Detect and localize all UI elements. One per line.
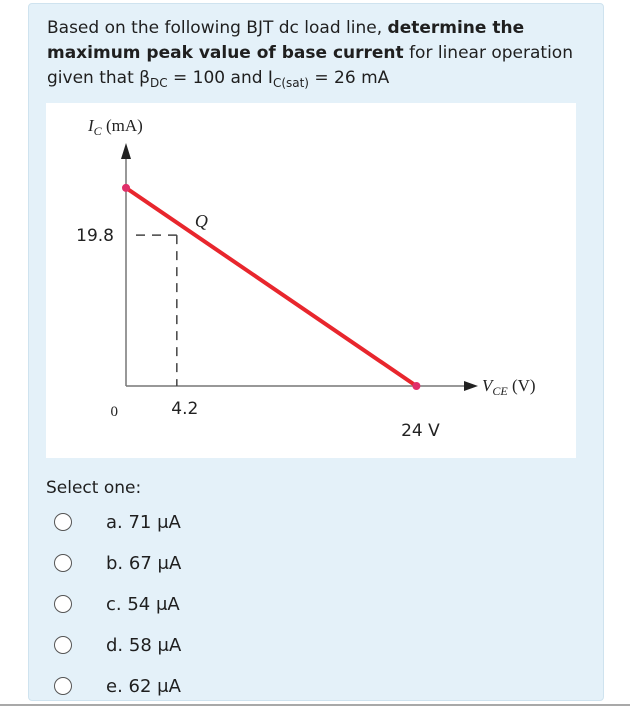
option-label-c: c. 54 μA (106, 593, 180, 615)
option-label-e: e. 62 μA (106, 675, 181, 697)
ic-symbol: I (267, 68, 273, 88)
load-line-figure (46, 103, 576, 458)
x-tick-label-end: 24 V (401, 421, 440, 441)
option-label-b: b. 67 μA (106, 552, 182, 574)
x-axis-arrow (464, 381, 478, 391)
option-d[interactable] (48, 629, 348, 661)
beta-symbol: β (139, 68, 150, 88)
y-axis-arrow (121, 143, 131, 159)
ic-subscript: C(sat) (272, 76, 309, 90)
y-axis-label: $I_C$ (mA) (88, 116, 143, 138)
radio-button-e[interactable] (54, 677, 72, 695)
radio-button-c[interactable] (54, 595, 72, 613)
load-line (126, 188, 416, 386)
option-e[interactable] (48, 670, 348, 702)
radio-button-a[interactable] (54, 513, 72, 531)
origin-label: 0 (110, 404, 118, 420)
page-bottom-divider (0, 704, 630, 706)
saturation-point (122, 184, 130, 192)
option-c[interactable] (48, 588, 348, 620)
radio-button-b[interactable] (54, 554, 72, 572)
radio-button-d[interactable] (54, 636, 72, 654)
option-b[interactable] (48, 547, 348, 579)
beta-value: = 100 and (167, 68, 268, 88)
select-one-label: Select one: (46, 478, 142, 498)
x-axis-label: $V_{CE}$ (V) (482, 376, 536, 398)
load-line-chart (46, 103, 576, 458)
question-text (47, 16, 592, 91)
option-a[interactable] (48, 506, 348, 538)
x-tick-label-q: 4.2 (171, 399, 199, 419)
question-prefix: Based on the following BJT dc load line, (47, 18, 388, 38)
q-point-label: Q (194, 211, 208, 232)
cutoff-point (412, 382, 420, 390)
question-middle: for linear operation given that (47, 43, 573, 88)
option-label-a: a. 71 μA (106, 511, 181, 533)
ic-value: = 26 mA (309, 68, 390, 88)
question-emphasis: determine the maximum peak value of base current (47, 18, 525, 63)
beta-subscript: DC (150, 76, 168, 90)
y-tick-label-q: 19.8 (76, 226, 114, 247)
option-label-d: d. 58 μA (106, 634, 182, 656)
